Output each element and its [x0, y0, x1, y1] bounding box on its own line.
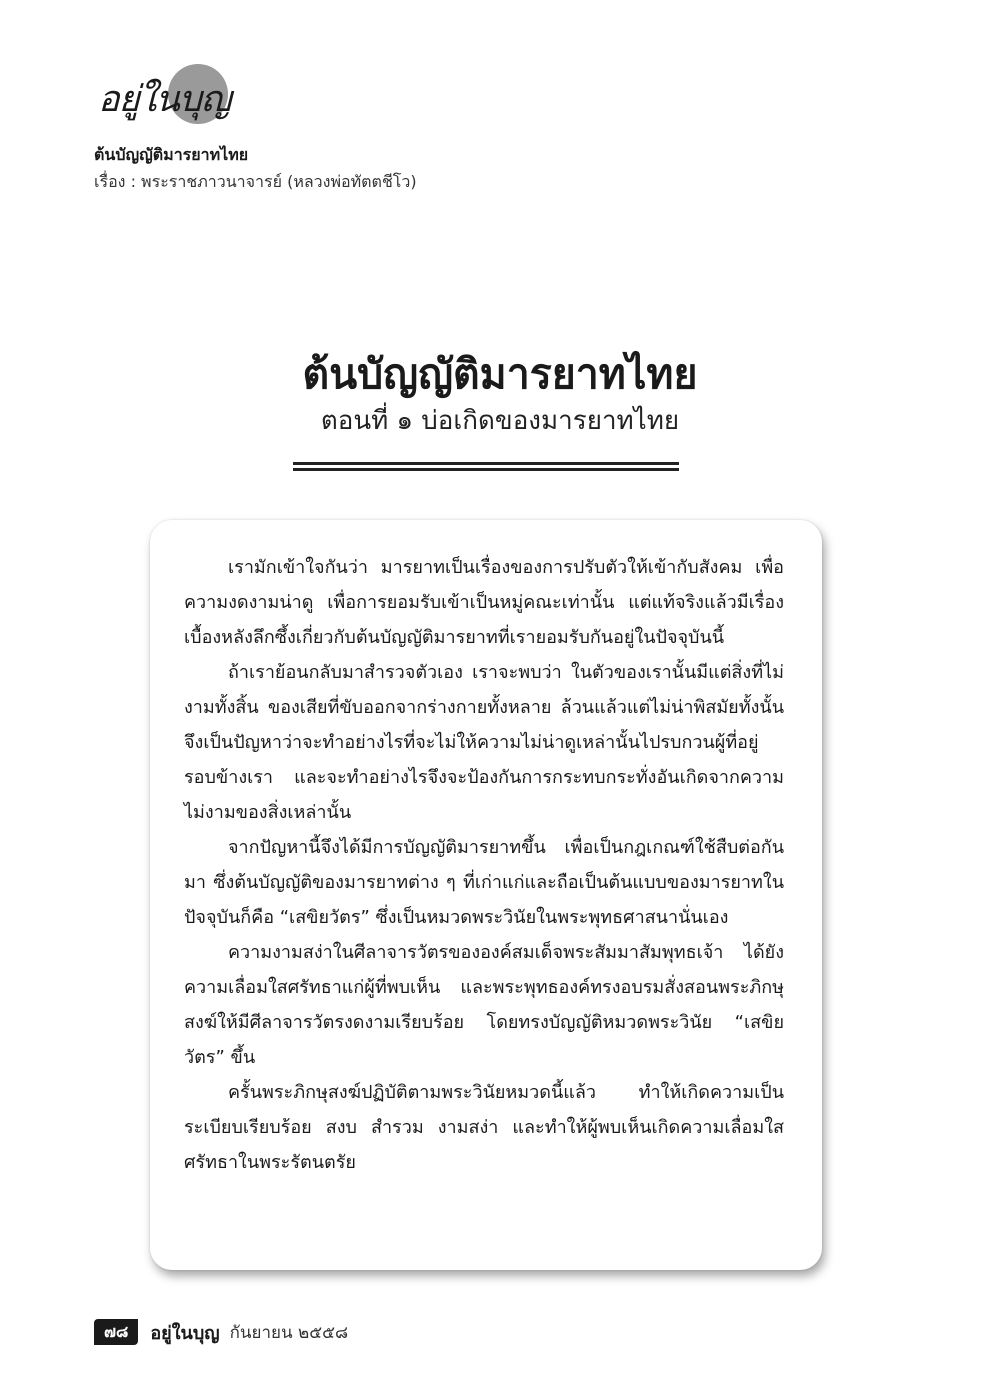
article-title: ต้นบัญญัติมารยาทไทย: [302, 350, 698, 398]
article-paragraph: ครั้นพระภิกษุสงฆ์ปฏิบัติตามพระวินัยหมวดนี้แล้ว ทำให้เกิดความเป็นระเบียบเรียบร้อย สงบ สำรวม งามสง่า และทำให้ผู้พบเห็นเกิดความเลื่อมใสศรัทธาในพระรัตนตรัย: [184, 1082, 784, 1173]
article-paragraph: เรามักเข้าใจกันว่า มารยาทเป็นเรื่องของการปรับตัวให้เข้ากับสังคม เพื่อความงดงามน่าดู เพื่อการยอมรับเข้าเป็นหมู่คณะเท่านั้น แต่แท้จริงแล้วมีเรื่องเบื้องหลังลึกซึ้งเกี่ยวกับต้นบัญญัติมารยาทที่เรายอมรับกันอยู่ในปัจจุบันนี้: [184, 557, 784, 648]
article-paragraph: ความงามสง่าในศีลาจารวัตรขององค์สมเด็จพระสัมมาสัมพุทธเจ้า ได้ยังความเลื่อมใสศรัทธาแก่ผู้ที่พบเห็น และพระพุทธองค์ทรงอบรมสั่งสอนพระภิกษุสงฆ์ให้มีศีลาจารวัตรงดงามเรียบร้อย โดยทรงบัญญัติหมวดพระวินัย “เสขิยวัตร” ขึ้น: [184, 942, 784, 1068]
article-subtitle: ตอนที่ ๑ บ่อเกิดของมารยาทไทย: [320, 406, 680, 436]
logo-text: อยู่ในบุญ: [98, 79, 231, 120]
author-byline: เรื่อง : พระราชภาวนาจารย์ (หลวงพ่อทัตตชีโว): [94, 172, 417, 191]
page-number-badge: ๗๘: [94, 1319, 138, 1345]
article-paragraph: จากปัญหานี้จึงได้มีการบัญญัติมารยาทขึ้น เพื่อเป็นกฎเกณฑ์ใช้สืบต่อกันมา ซึ่งต้นบัญญัติของมารยาทต่าง ๆ ที่เก่าแก่และถือเป็นต้นแบบของมารยาทในปัจจุบันก็คือ “เสขิยวัตร” ซึ่งเป็นหมวดพระวินัยในพระพุทธศาสนานั่นเอง: [184, 837, 784, 928]
article-paragraph: ถ้าเราย้อนกลับมาสำรวจตัวเอง เราจะพบว่า ในตัวของเรานั้นมีแต่สิ่งที่ไม่งามทั้งสิ้น ของเสียที่ขับออกจากร่างกายทั้งหลาย ล้วนแล้วแต่ไม่น่าพิสมัยทั้งนั้น จึงเป็นปัญหาว่าจะทำอย่างไรที่จะไม่ให้ความไม่น่าดูเหล่านั้นไปรบกวนผู้ที่อยู่รอบข้างเรา และจะทำอย่างไรจึงจะป้องกันการกระทบกระทั่งอันเกิดจากความไม่งามของสิ่งเหล่านั้น: [184, 662, 784, 823]
footer-magazine-name: อยู่ในบุญ: [150, 1322, 220, 1344]
footer-issue-date: กันยายน ๒๕๕๘: [229, 1322, 349, 1343]
article-body-box: [150, 520, 822, 1270]
section-title: ต้นบัญญัติมารยาทไทย: [94, 145, 249, 164]
title-divider: [293, 462, 679, 471]
page-footer: [94, 1319, 348, 1345]
magazine-logo: [92, 60, 232, 132]
